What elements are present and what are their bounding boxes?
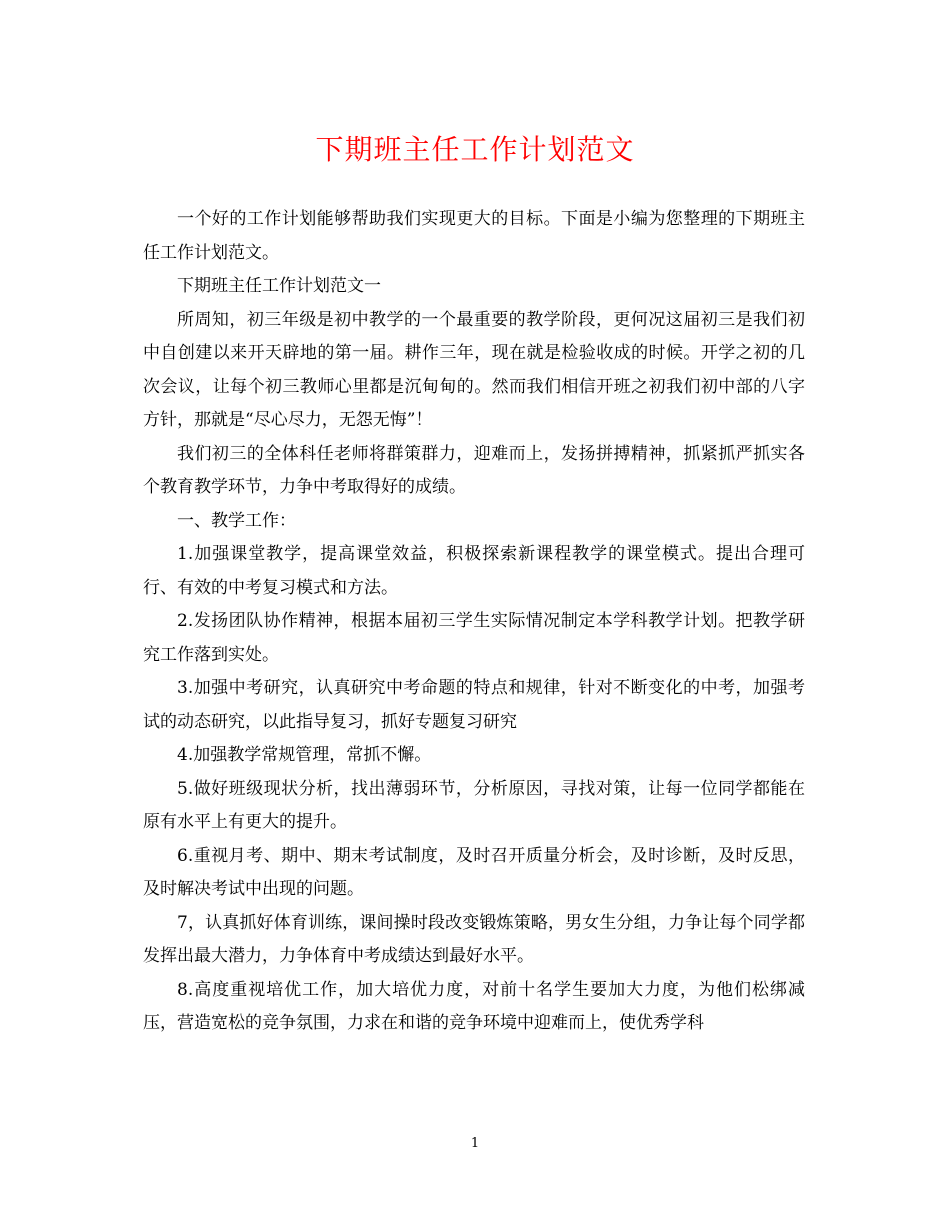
list-item-2: 2.发扬团队协作精神，根据本届初三学生实际情况制定本学科教学计划。把教学研究工作落到实处。 <box>143 611 805 665</box>
paragraph-section-heading: 下期班主任工作计划范文一 <box>177 276 381 296</box>
paragraph-teaching-heading: 一、教学工作： <box>177 510 296 531</box>
list-item-1: 1.加强课堂教学，提高课堂效益，积极探索新课程教学的课堂模式。提出合理可行、有效的中考复习模式和方法。 <box>143 544 805 598</box>
document-body <box>143 203 805 1041</box>
paragraph-intro: 一个好的工作计划能够帮助我们实现更大的目标。下面是小编为您整理的下期班主任工作计划范文。 <box>143 209 805 263</box>
page-number: 1 <box>470 1136 480 1151</box>
list-item-3: 3.加强中考研究，认真研究中考命题的特点和规律，针对不断变化的中考，加强考试的动态研究，以此指导复习，抓好专题复习研究 <box>143 678 805 732</box>
list-item-4: 4.加强教学常规管理，常抓不懈。 <box>177 745 432 765</box>
paragraph-goal: 我们初三的全体科任老师将群策群力，迎难而上，发扬拼搏精神，抓紧抓严抓实各个教育教学环节，力争中考取得好的成绩。 <box>143 443 805 497</box>
list-item-8: 8.高度重视培优工作，加大培优力度，对前十名学生要加大力度，为他们松绑减压，营造宽松的竞争氛围，力求在和谐的竞争环境中迎难而上，使优秀学科 <box>143 979 805 1033</box>
list-item-6: 6.重视月考、期中、期末考试制度，及时召开质量分析会，及时诊断，及时反思，及时解决考试中出现的问题。 <box>143 845 805 899</box>
document-title: 下期班主任工作计划范文 <box>315 133 635 166</box>
list-item-5: 5.做好班级现状分析，找出薄弱环节，分析原因，寻找对策，让每一位同学都能在原有水平上有更大的提升。 <box>143 778 805 832</box>
list-item-7: 7，认真抓好体育训练，课间操时段改变锻炼策略，男女生分组，力争让每个同学都发挥出最大潜力，力争体育中考成绩达到最好水平。 <box>143 912 805 966</box>
paragraph-background: 所周知，初三年级是初中教学的一个最重要的教学阶段，更何况这届初三是我们初中自创建以来开天辟地的第一届。耕作三年，现在就是检验收成的时候。开学之初的几次会议，让每个初三教师心里都是沉甸甸的。然而我们相信开班之初我们初中部的八字方针，那就是“尽心尽力，无怨无悔”！ <box>143 309 805 430</box>
